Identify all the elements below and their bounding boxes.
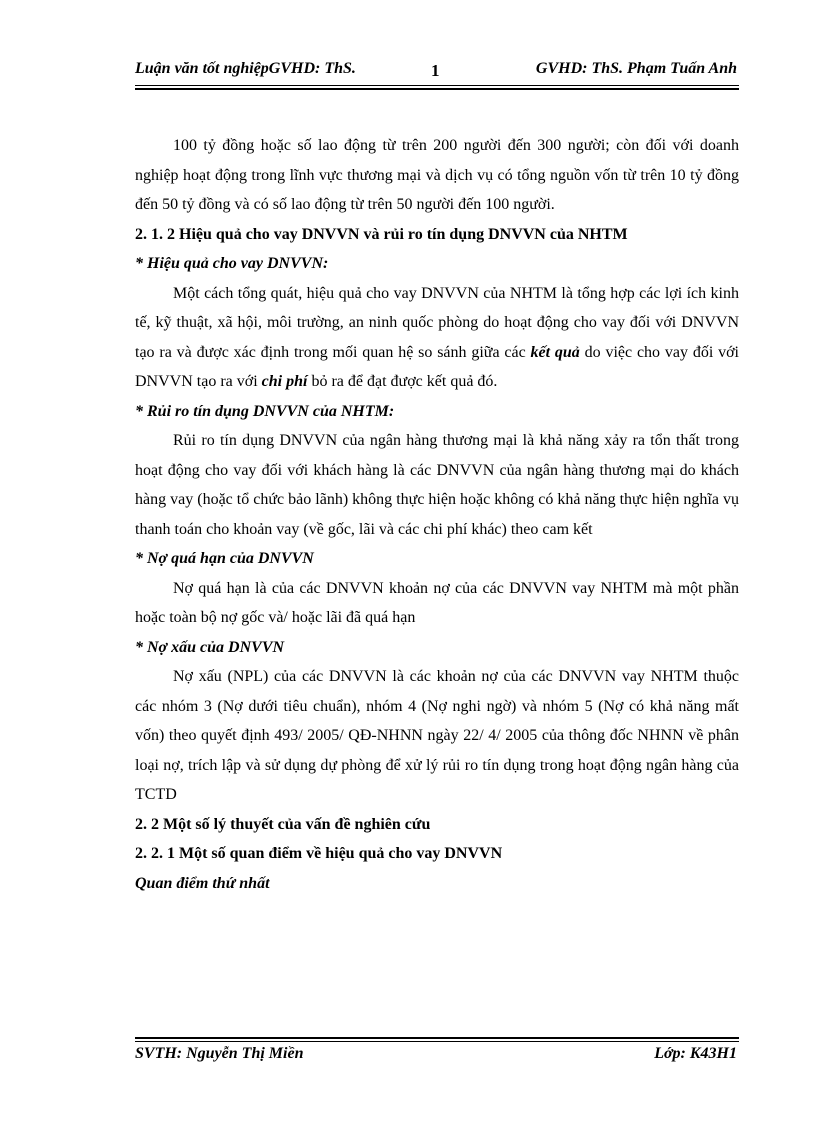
header-right-text: GVHD: ThS. Phạm Tuấn Anh <box>535 60 737 77</box>
paragraph-no-qua-han: Nợ quá hạn là của các DNVVN khoản nợ của các DNVVN vay NHTM mà một phần hoặc toàn bộ nợ gốc và/ hoặc lãi đã quá hạn <box>135 579 739 626</box>
footer-right-text: Lớp: K43H1 <box>654 1045 737 1062</box>
subheading-hieu-qua: * Hiệu quả cho vay DNVVN: <box>135 255 329 272</box>
footer-left-text: SVTH: Nguyễn Thị Miền <box>135 1045 304 1062</box>
emphasis-ket-qua: kết quả <box>530 343 580 361</box>
heading-2-2: 2. 2 Một số lý thuyết của vấn đề nghiên cứu <box>135 815 431 833</box>
page-header <box>135 58 739 84</box>
body-content <box>135 131 739 898</box>
page-number: 1 <box>431 61 440 80</box>
subheading-no-qua-han: * Nợ quá hạn của DNVVN <box>135 550 314 567</box>
paragraph-rui-ro: Rủi ro tín dụng DNVVN của ngân hàng thương mại là khả năng xảy ra tổn thất trong hoạt động cho vay đối với khách hàng là các DNVVN của ngân hàng thương mại do khách hàng vay (hoặc tổ chức bảo lãnh) không thực hiện hoặc không có khả năng thực hiện nghĩa vụ thanh toán cho khoản vay (về gốc, lãi và các chi phí khác) theo cam kết <box>135 432 739 538</box>
header-left-text: Luận văn tốt nghiệpGVHD: ThS. <box>135 60 356 77</box>
footer-rule-thick <box>135 1037 739 1039</box>
header-rule-thick <box>135 88 739 90</box>
paragraph-hieu-qua-text-2: do việc cho vay đối với DNVVN tạo ra với <box>135 343 739 390</box>
page-footer <box>135 1045 739 1069</box>
footer-rule-thin <box>135 1041 739 1042</box>
subheading-quan-diem: Quan điểm thứ nhất <box>135 874 270 892</box>
paragraph-hieu-qua-text-3: bỏ ra để đạt được kết quả đó. <box>307 373 498 390</box>
paragraph-hieu-qua <box>135 279 739 397</box>
subheading-rui-ro: * Rủi ro tín dụng DNVVN của NHTM: <box>135 402 395 420</box>
paragraph-hieu-qua-text-1: Một cách tổng quát, hiệu quả cho vay DNVVN của NHTM là tổng hợp các lợi ích kinh tế, kỹ thuật, xã hội, môi trường, an ninh quốc phòng do hoạt động cho vay đối với DNVVN tạo ra và được xác định trong mối quan hệ so sánh giữa các <box>135 284 739 361</box>
emphasis-chi-phi: chi phí <box>261 373 308 390</box>
paragraph-no-xau: Nợ xấu (NPL) của các DNVVN là các khoản nợ của các DNVVN vay NHTM thuộc các nhóm 3 (Nợ dưới tiêu chuẩn), nhóm 4 (Nợ nghi ngờ) và nhóm 5 (Nợ có khả năng mất vốn) theo quyết định 493/ 2005/ QĐ-NHNN ngày 22/ 4/ 2005 của thông đốc NHNN về phân loại nợ, trích lập và sử dụng dự phòng để xử lý rủi ro tín dụng trong hoạt động ngân hàng của TCTD <box>135 668 739 803</box>
heading-2-1-2: 2. 1. 2 Hiệu quả cho vay DNVVN và rủi ro tín dụng DNVVN của NHTM <box>135 225 628 243</box>
subheading-no-xau: * Nợ xấu của DNVVN <box>135 638 285 656</box>
heading-2-2-1: 2. 2. 1 Một số quan điểm về hiệu quả cho vay DNVVN <box>135 845 503 862</box>
paragraph-intro: 100 tỷ đồng hoặc số lao động từ trên 200 người đến 300 người; còn đối với doanh nghiệp hoạt động trong lĩnh vực thương mại và dịch vụ có tổng nguồn vốn từ trên 10 tỷ đồng đến 50 tỷ đồng và có số lao động từ trên 50 người đến 100 người. <box>135 137 739 213</box>
header-rule-thin <box>135 85 739 86</box>
